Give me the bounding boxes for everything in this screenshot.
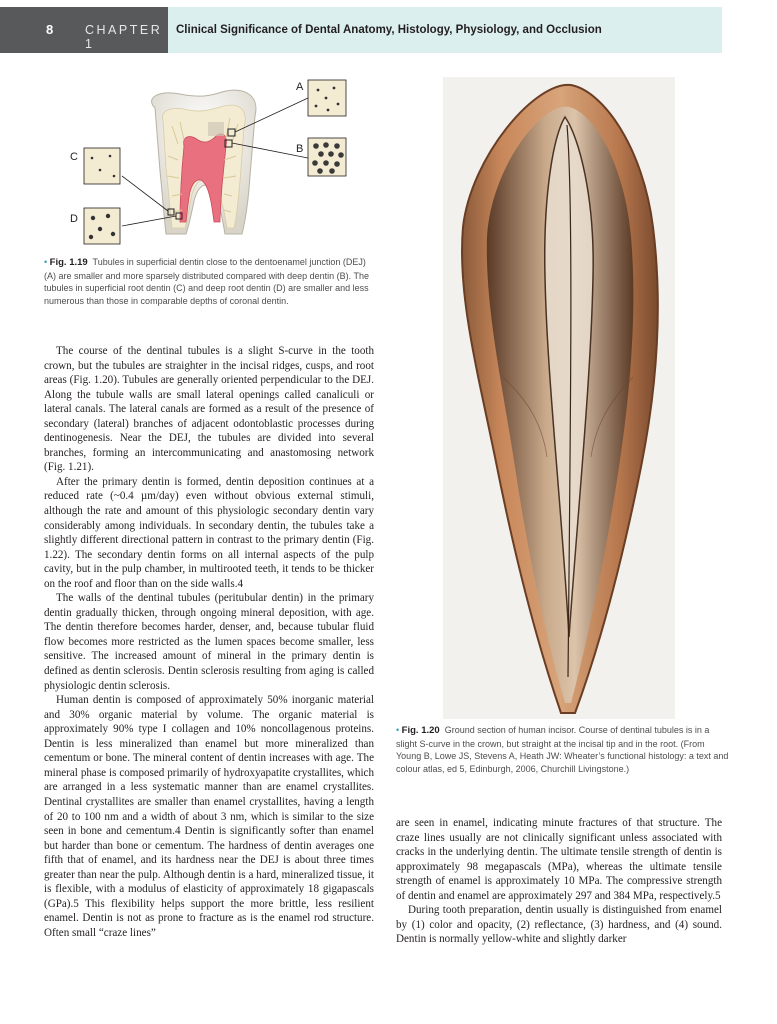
figure-1-19 [60, 76, 370, 246]
caption-text: Ground section of human incisor. Course of dentinal tubules is in a slight S-curve in the crown, but straight at the incisal tip and in the root. (From Young B, Lowe JS, Stevens A, Heath JW: Wheater’s functional histology: a text and colour atlas, ed 5, Edinburgh, 2006, Churchill Livingstone.) [396, 725, 729, 774]
label-a: A [296, 81, 304, 93]
figure-1-20-caption [396, 724, 731, 775]
body-column-right [396, 816, 722, 947]
inset-a [308, 80, 346, 116]
paragraph: The walls of the dentinal tubules (peritubular dentin) in the primary dentin gradually thicken, through ongoing mineral deposition, with age. The dentin therefore becomes harder, denser, and, because tubular fluid flow becomes more restricted as the lumen spaces become smaller, less sensitive. The increased amount of mineral in the primary dentin is defined as dentin sclerosis. Dentin sclerosis resulting from aging is called physiologic dentin sclerosis. [44, 592, 374, 692]
paragraph: are seen in enamel, indicating minute fractures of that structure. The craze lines usually are not clinically significant unless associated with cracks in the underlying dentin. The ultimate tensile strength of dentin is approximately 98 megapascals (MPa), whereas the ultimate tensile strength of enamel is approximately 10 MPa. The compressive strength of dentin and enamel are approximately 297 and 384 MPa, respectively.5 [396, 817, 722, 902]
inset-b [308, 138, 346, 176]
chapter-title: Clinical Significance of Dental Anatomy, Histology, Physiology, and Occlusion [168, 7, 722, 53]
caption-text: Tubules in superficial dentin close to the dentoenamel junction (DEJ) (A) are smaller and more sparsely distributed compared with deep dentin (B). The tubules in superficial root dentin (C) and deep root dentin (D) are smaller and less numerous than those in comparable depths of coronal dentin. [44, 257, 369, 306]
chapter-tab [0, 7, 168, 53]
figure-1-20-photo [443, 77, 675, 719]
chapter-label: CHAPTER 1 [85, 23, 163, 51]
label-b: B [296, 143, 304, 155]
figure-label: Fig. 1.19 [49, 257, 88, 268]
inset-d [84, 208, 120, 244]
paragraph: Human dentin is composed of approximately 50% inorganic material and 30% organic material by volume. The organic material is approximately 90% type I collagen and 10% noncollagenous proteins. Dentin is less mineralized than enamel but more mineralized than cementum or bone. The mineral content of dentin increases with age. The mineral phase is composed primarily of hydroxyapatite crystallites, which are arranged in a less systematic manner than are enamel crystallites. Dentinal crystallites are smaller than enamel crystallites, having a length of 20 to 100 nm and a width of about 3 nm, which is similar to the size seen in bone and cementum.4 Dentin is significantly softer than enamel but harder than bone or cementum. The hardness of dentin averages one fifth that of enamel, and its hardness near the DEJ is about three times greater than near the pulp. Although dentin is a hard, mineralized tissue, it is flexible, with a modulus of elasticity of approximately 18 gigapascals (GPa).5 This flexibility helps support the more brittle, less resilient enamel. Dentin is not as prone to fracture as is the enamel rod structure. Often small “craze lines” [44, 694, 374, 939]
page-number: 8 [46, 22, 54, 37]
figure-label: Fig. 1.20 [401, 725, 440, 736]
figure-1-19-caption [44, 256, 374, 307]
caption-bullet: • [44, 257, 48, 267]
paragraph: After the primary dentin is formed, dentin deposition continues at a reduced rate (~0.4 µm/day) even without obvious external stimuli, although the rate and amount of this physiologic secondary dentin vary considerably among individuals. In secondary dentin, the tubules take a slightly different directional pattern in contrast to the primary dentin (Fig. 1.22). The secondary dentin forms on all internal aspects of the pulp cavity, but in the pulp chamber, in multirooted teeth, it tends to be thicker on the roof and floor than on the side walls.4 [44, 475, 374, 590]
paragraph: During tooth preparation, dentin usually is distinguished from enamel by (1) color and opacity, (2) reflectance, (3) hardness, and (4) sound. Dentin is normally yellow-white and slightly darker [396, 904, 722, 946]
body-column-left [44, 344, 374, 940]
tooth-diagram [152, 90, 256, 234]
caption-bullet: • [396, 725, 400, 735]
inset-c [84, 148, 120, 184]
paragraph: The course of the dentinal tubules is a slight S-curve in the tooth crown, but the tubules are straighter in the incisal ridges, cusps, and root areas (Fig. 1.20). Tubules are generally oriented perpendicular to the DEJ. Along the tubule walls are small lateral openings called canaliculi or lateral canals. The lateral canals are formed as a result of the presence of secondary (lateral) branches of adjacent odontoblastic processes during dentinogenesis. Near the DEJ, the tubules are divided into several branches, forming an intercommunicating and anastomosing network (Fig. 1.21). [44, 345, 374, 474]
label-d: D [70, 213, 78, 225]
page-header [0, 7, 722, 53]
label-c: C [70, 151, 78, 163]
